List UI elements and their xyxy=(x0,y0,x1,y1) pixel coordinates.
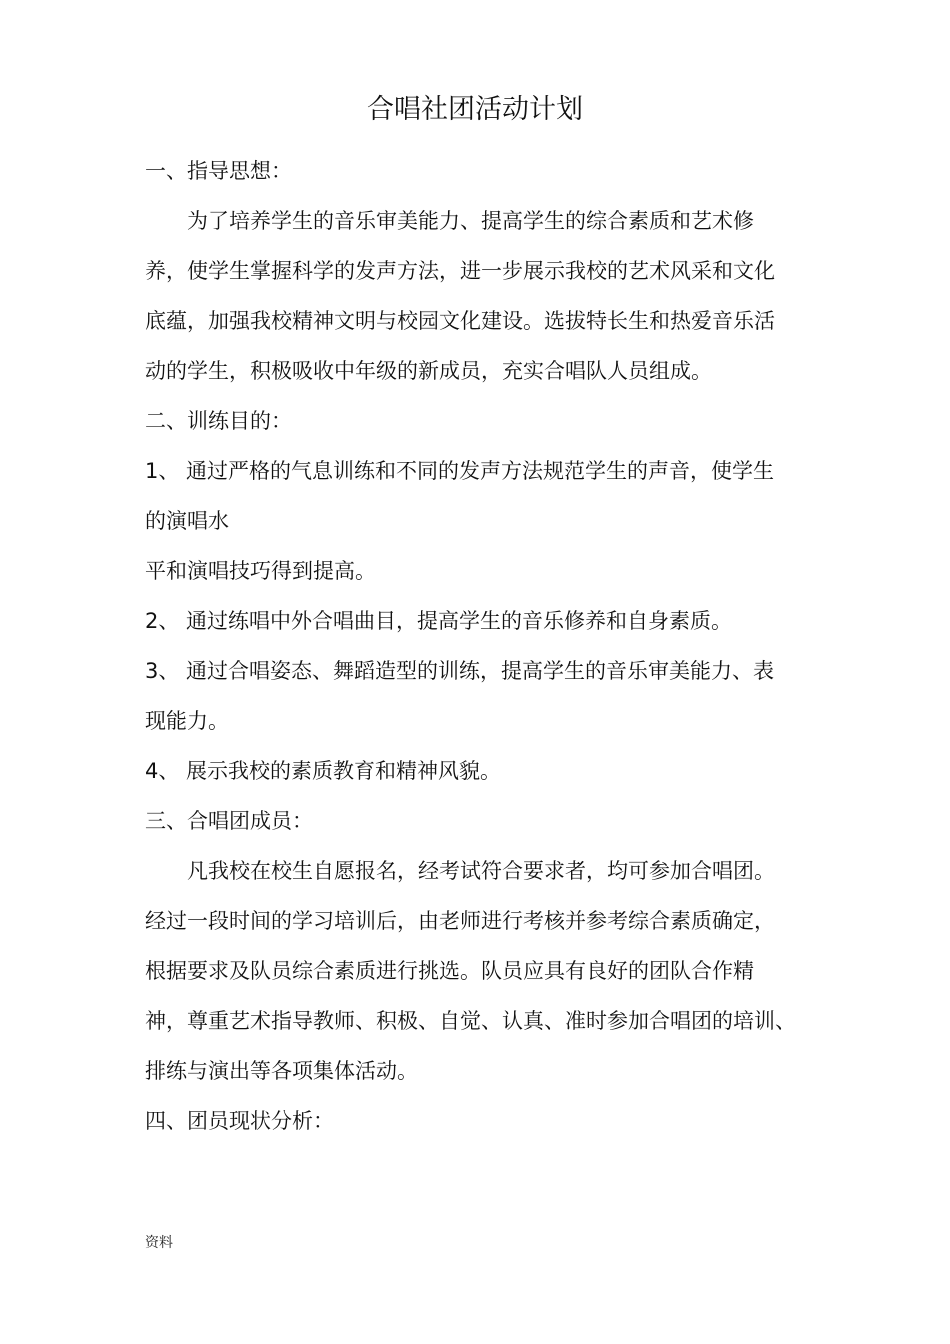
section-heading-members: 三、合唱团成员： xyxy=(145,809,313,833)
paragraph-line: 根据要求及队员综合素质进行挑选。队员应具有良好的团队合作精 xyxy=(145,959,754,983)
page-footer: 资料 xyxy=(145,1235,173,1251)
list-item-1: 1、 通过严格的气息训练和不同的发声方法规范学生的声音，使学生 xyxy=(145,459,775,483)
list-item-1-continued: 平和演唱技巧得到提高。 xyxy=(145,559,376,583)
paragraph-line: 排练与演出等各项集体活动。 xyxy=(145,1059,418,1083)
paragraph-line: 动的学生，积极吸收中年级的新成员，充实合唱队人员组成。 xyxy=(145,359,712,383)
section-heading-guiding-ideology: 一、指导思想： xyxy=(145,159,292,183)
paragraph-line: 底蕴，加强我校精神文明与校园文化建设。选拔特长生和热爱音乐活 xyxy=(145,309,775,333)
list-item-4: 4、 展示我校的素质教育和精神风貌。 xyxy=(145,759,502,783)
paragraph-line: 神，尊重艺术指导教师、积极、自觉、认真、准时参加合唱团的培训、 xyxy=(145,1009,796,1033)
document-body xyxy=(145,146,825,1146)
section-heading-member-analysis: 四、团员现状分析： xyxy=(145,1109,334,1133)
paragraph-line: 为了培养学生的音乐审美能力、提高学生的综合素质和艺术修 xyxy=(187,209,754,233)
paragraph-line: 凡我校在校生自愿报名，经考试符合要求者，均可参加合唱团。 xyxy=(187,859,775,883)
list-item-2: 2、 通过练唱中外合唱曲目，提高学生的音乐修养和自身素质。 xyxy=(145,609,733,633)
list-item-3: 3、 通过合唱姿态、舞蹈造型的训练，提高学生的音乐审美能力、表 xyxy=(145,659,775,683)
list-item-3-continued: 现能力。 xyxy=(145,709,229,733)
paragraph-line: 经过一段时间的学习培训后，由老师进行考核并参考综合素质确定， xyxy=(145,909,775,933)
document-title: 合唱社团活动计划 xyxy=(367,94,583,125)
paragraph-line: 养，使学生掌握科学的发声方法，进一步展示我校的艺术风采和文化 xyxy=(145,259,775,283)
section-heading-training-goals: 二、训练目的： xyxy=(145,409,292,433)
list-item-1-continued: 的演唱水 xyxy=(145,509,229,533)
